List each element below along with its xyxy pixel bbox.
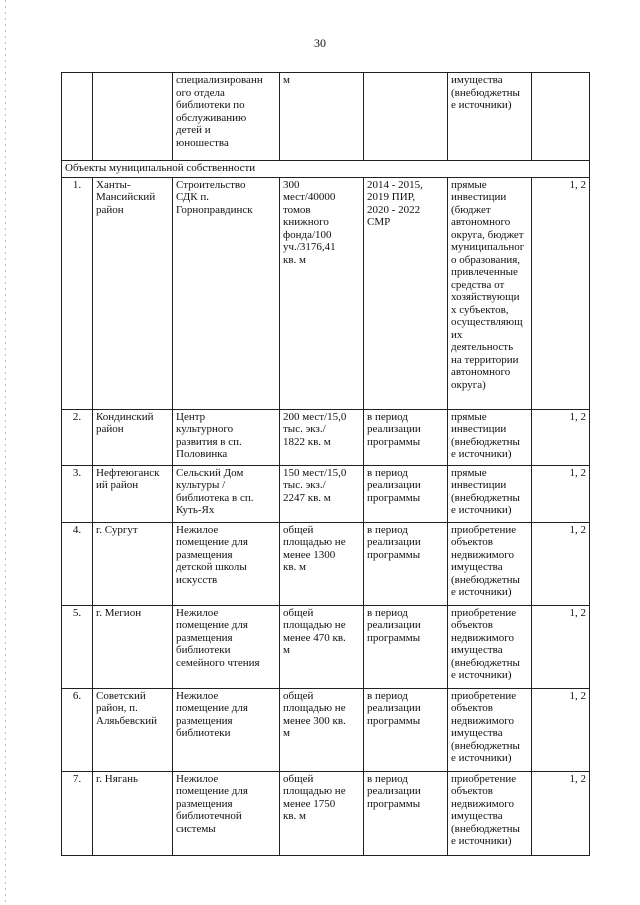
table-row	[62, 605, 590, 688]
cell-municipality: Ханты- Мансийский район	[93, 177, 173, 409]
cell-capacity: м	[280, 73, 364, 161]
cell-object: Строительство СДК п. Горноправдинск	[173, 177, 280, 409]
scan-edge-mark	[5, 0, 6, 905]
cell-funding: приобретение объектов недвижимого имущества (внебюджетны е источники)	[448, 771, 532, 855]
cell-capacity: 200 мест/15,0 тыс. экз./ 1822 кв. м	[280, 409, 364, 465]
cell-funding: прямые инвестиции (бюджет автономного округа, бюджет муниципальног о образования, привлеченные средства от хозяйствующи х субъектов, осуществляющ их деятельность на территории автономного округа)	[448, 177, 532, 409]
cell-period: в период реализации программы	[364, 771, 448, 855]
cell-object: Нежилое помещение для размещения детской школы искусств	[173, 522, 280, 605]
cell-capacity: общей площадью не менее 470 кв. м	[280, 605, 364, 688]
cell-ref: 1, 2	[532, 177, 590, 409]
cell-capacity: общей площадью не менее 1750 кв. м	[280, 771, 364, 855]
cell-municipality: Нефтеюганск ий район	[93, 465, 173, 522]
cell-num: 4.	[62, 522, 93, 605]
cell-object: Нежилое помещение для размещения библиотечной системы	[173, 771, 280, 855]
cell-ref	[532, 73, 590, 161]
table-row	[62, 465, 590, 522]
cell-object: специализированн ого отдела библиотеки по обслуживанию детей и юношества	[173, 73, 280, 161]
cell-capacity: 300 мест/40000 томов книжного фонда/100 уч./3176,41 кв. м	[280, 177, 364, 409]
cell-period: в период реализации программы	[364, 522, 448, 605]
cell-num	[62, 73, 93, 161]
cell-municipality: Советский район, п. Аляьбевский	[93, 688, 173, 771]
cell-ref: 1, 2	[532, 771, 590, 855]
cell-capacity: общей площадью не менее 300 кв. м	[280, 688, 364, 771]
cell-ref: 1, 2	[532, 465, 590, 522]
cell-period: в период реализации программы	[364, 688, 448, 771]
cell-object: Центр культурного развития в сп. Половинка	[173, 409, 280, 465]
cell-municipality: Кондинский район	[93, 409, 173, 465]
cell-num: 1.	[62, 177, 93, 409]
cell-object: Сельский Дом культуры / библиотека в сп. Куть-Ях	[173, 465, 280, 522]
cell-object: Нежилое помещение для размещения библиотеки семейного чтения	[173, 605, 280, 688]
cell-num: 2.	[62, 409, 93, 465]
table-row	[62, 409, 590, 465]
cell-object: Нежилое помещение для размещения библиотеки	[173, 688, 280, 771]
cell-funding: приобретение объектов недвижимого имущества (внебюджетны е источники)	[448, 605, 532, 688]
cell-ref: 1, 2	[532, 409, 590, 465]
cell-period: в период реализации программы	[364, 465, 448, 522]
cell-ref: 1, 2	[532, 522, 590, 605]
cell-num: 5.	[62, 605, 93, 688]
cell-funding: приобретение объектов недвижимого имущества (внебюджетны е источники)	[448, 522, 532, 605]
cell-num: 7.	[62, 771, 93, 855]
table-row-continuation	[62, 73, 590, 161]
section-header-row	[62, 161, 590, 178]
cell-period: 2014 - 2015, 2019 ПИР, 2020 - 2022 СМР	[364, 177, 448, 409]
cell-ref: 1, 2	[532, 688, 590, 771]
table-row	[62, 522, 590, 605]
cell-funding: имущества (внебюджетны е источники)	[448, 73, 532, 161]
table-row	[62, 177, 590, 409]
cell-funding: прямые инвестиции (внебюджетны е источники)	[448, 409, 532, 465]
cell-num: 3.	[62, 465, 93, 522]
cell-period	[364, 73, 448, 161]
table-row	[62, 688, 590, 771]
page-number: 30	[314, 36, 326, 50]
cell-ref: 1, 2	[532, 605, 590, 688]
cell-municipality	[93, 73, 173, 161]
section-title: Объекты муниципальной собственности	[62, 161, 590, 178]
cell-municipality: г. Сургут	[93, 522, 173, 605]
cell-num: 6.	[62, 688, 93, 771]
cell-municipality: г. Мегион	[93, 605, 173, 688]
cell-capacity: 150 мест/15,0 тыс. экз./ 2247 кв. м	[280, 465, 364, 522]
cell-period: в период реализации программы	[364, 409, 448, 465]
cell-funding: приобретение объектов недвижимого имущества (внебюджетны е источники)	[448, 688, 532, 771]
cell-capacity: общей площадью не менее 1300 кв. м	[280, 522, 364, 605]
cell-municipality: г. Нягань	[93, 771, 173, 855]
table-row	[62, 771, 590, 855]
objects-table	[61, 72, 590, 856]
cell-funding: прямые инвестиции (внебюджетны е источники)	[448, 465, 532, 522]
cell-period: в период реализации программы	[364, 605, 448, 688]
